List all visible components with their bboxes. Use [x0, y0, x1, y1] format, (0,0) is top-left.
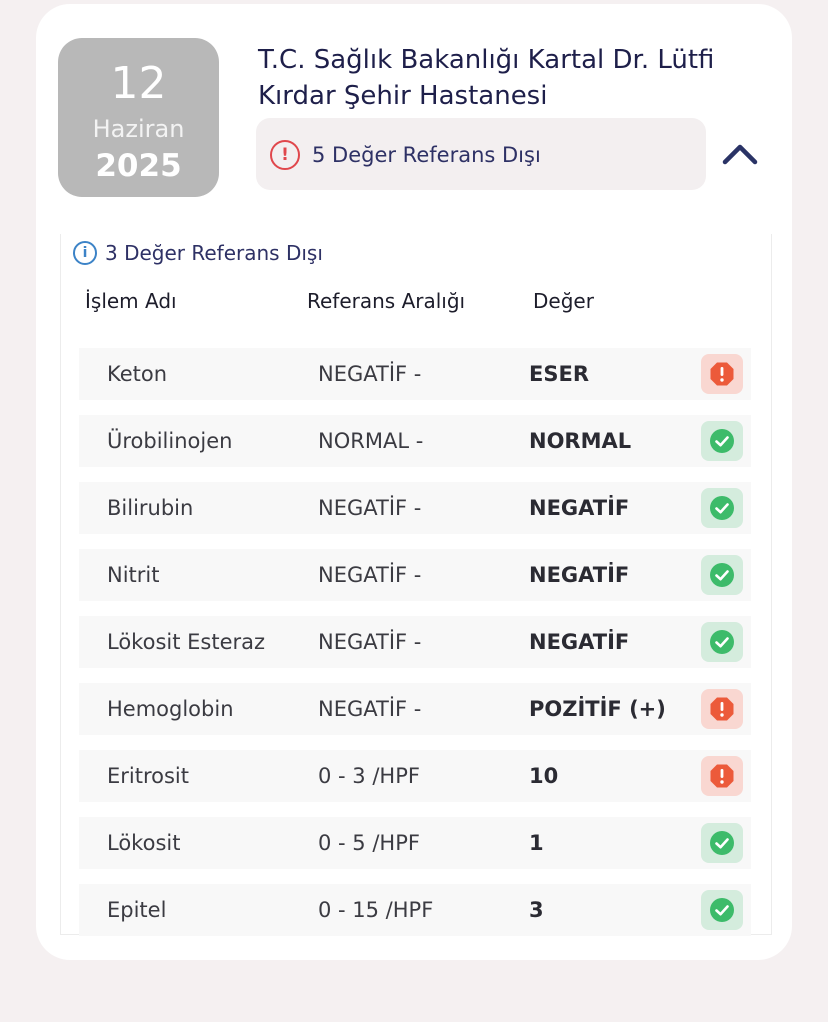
reference-range: NEGATİF - [318, 496, 422, 520]
reference-range: NORMAL - [318, 429, 424, 453]
status-badge-normal [701, 555, 743, 595]
test-name: Ürobilinojen [107, 429, 233, 453]
reference-range: NEGATİF - [318, 630, 422, 654]
alert-octagon-icon [710, 362, 734, 386]
alert-octagon-icon [710, 764, 734, 788]
status-badge-normal [701, 890, 743, 930]
table-row [79, 750, 751, 802]
section-info-text: 3 Değer Referans Dışı [105, 241, 323, 265]
status-badge-normal [701, 421, 743, 461]
date-year: 2025 [95, 148, 182, 184]
column-header-reference: Referans Aralığı [307, 289, 466, 313]
test-name: Epitel [107, 898, 167, 922]
reference-range: 0 - 3 /HPF [318, 764, 420, 788]
test-name: Lökosit [107, 831, 181, 855]
test-value: 1 [529, 831, 544, 855]
check-circle-icon [710, 831, 734, 855]
column-header-name: İşlem Adı [85, 289, 177, 313]
status-badge-alert [701, 689, 743, 729]
test-value: 3 [529, 898, 544, 922]
date-box [58, 38, 219, 197]
results-table [60, 234, 772, 935]
test-value: 10 [529, 764, 559, 788]
check-circle-icon [710, 563, 734, 587]
summary-text: 5 Değer Referans Dışı [312, 143, 541, 167]
test-name: Keton [107, 362, 168, 386]
date-month: Haziran [92, 115, 185, 143]
check-circle-icon [710, 496, 734, 520]
table-row [79, 683, 751, 735]
status-badge-normal [701, 622, 743, 662]
out-of-range-summary[interactable] [256, 118, 706, 190]
chevron-up-icon[interactable] [720, 138, 760, 168]
date-day: 12 [110, 58, 167, 109]
test-name: Lökosit Esteraz [107, 630, 266, 654]
test-value: NEGATİF [529, 563, 630, 587]
check-circle-icon [710, 429, 734, 453]
table-row [79, 817, 751, 869]
status-badge-alert [701, 756, 743, 796]
reference-range: NEGATİF - [318, 697, 422, 721]
table-row [79, 616, 751, 668]
column-header-value: Değer [533, 289, 594, 313]
test-value: ESER [529, 362, 589, 386]
alert-circle-icon: ! [270, 140, 300, 170]
table-row [79, 348, 751, 400]
test-name: Eritrosit [107, 764, 190, 788]
reference-range: NEGATİF - [318, 563, 422, 587]
status-badge-normal [701, 823, 743, 863]
test-value: POZİTİF (+) [529, 697, 666, 721]
table-row [79, 415, 751, 467]
check-circle-icon [710, 898, 734, 922]
test-value: NORMAL [529, 429, 632, 453]
alert-octagon-icon [710, 697, 734, 721]
table-row [79, 884, 751, 936]
reference-range: NEGATİF - [318, 362, 422, 386]
test-value: NEGATİF [529, 630, 630, 654]
test-name: Hemoglobin [107, 697, 234, 721]
table-row [79, 482, 751, 534]
reference-range: 0 - 5 /HPF [318, 831, 420, 855]
test-value: NEGATİF [529, 496, 630, 520]
status-badge-normal [701, 488, 743, 528]
check-circle-icon [710, 630, 734, 654]
info-icon: i [73, 241, 97, 265]
reference-range: 0 - 15 /HPF [318, 898, 434, 922]
result-card [36, 4, 792, 960]
table-row [79, 549, 751, 601]
test-name: Nitrit [107, 563, 160, 587]
test-name: Bilirubin [107, 496, 194, 520]
status-badge-alert [701, 354, 743, 394]
hospital-name: T.C. Sağlık Bakanlığı Kartal Dr. Lütfi Kırdar Şehir Hastanesi [258, 45, 715, 111]
